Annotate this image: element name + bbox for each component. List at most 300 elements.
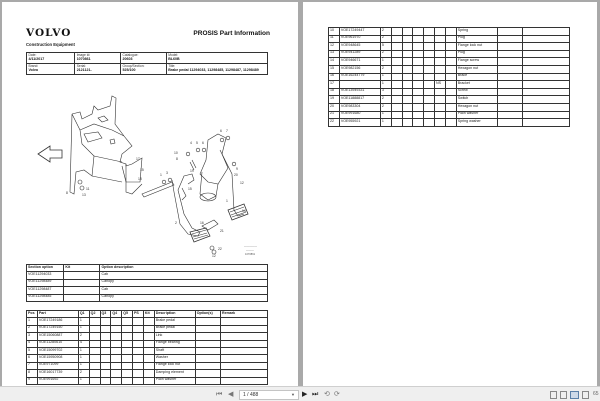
table-cell: Brace [456, 73, 497, 81]
table-cell: 1 [78, 325, 89, 332]
meta-model: Model: BL60B [166, 53, 267, 64]
table-cell [89, 370, 100, 377]
table-cell: 2 [380, 35, 391, 43]
table-cell [497, 50, 522, 58]
table-cell: 2 [380, 103, 391, 111]
table-header-cell: Pos [27, 311, 38, 318]
table-cell [435, 65, 446, 73]
two-page-view-icon[interactable] [570, 391, 579, 399]
table-cell: Flange screw [456, 58, 497, 66]
chevron-down-icon[interactable]: ▼ [291, 392, 295, 397]
table-cell [424, 58, 435, 66]
table-cell: 1 [78, 347, 89, 354]
table-cell: 6 [27, 355, 38, 362]
svg-text:6: 6 [202, 141, 204, 145]
table-row [329, 111, 570, 119]
table-cell [391, 119, 402, 127]
table-cell [497, 88, 522, 96]
table-cell: VOE16017739 [37, 370, 78, 377]
next-page-button[interactable]: ▶ [302, 391, 308, 398]
table-cell [522, 103, 569, 111]
table-cell [111, 340, 122, 347]
table-cell: 1 [78, 377, 89, 384]
svg-text:8: 8 [176, 157, 178, 161]
table-cell: Spring washer [456, 119, 497, 127]
table-cell [122, 325, 133, 332]
svg-text:8: 8 [66, 191, 68, 195]
table-cell: 1 [380, 111, 391, 119]
table-cell [111, 333, 122, 340]
table-cell [122, 333, 133, 340]
table-cell: Shaft [154, 347, 195, 354]
table-cell: 1 [380, 73, 391, 81]
table-cell [497, 43, 522, 51]
svg-text:19: 19 [190, 169, 194, 173]
table-cell [111, 318, 122, 325]
table-cell [445, 73, 456, 81]
document-title: PROSIS Part Information [193, 30, 270, 37]
table-cell [100, 347, 111, 354]
table-row [27, 362, 268, 369]
table-cell [220, 318, 267, 325]
meta-date: Date: 4/11/2017 [27, 53, 75, 64]
table-cell: VOE15099702 [37, 347, 78, 354]
table-cell: 22 [329, 119, 340, 127]
table-cell [445, 58, 456, 66]
table-header-cell: Option description [100, 265, 268, 272]
table-row [27, 333, 268, 340]
table-cell [445, 35, 456, 43]
meta-group-section: Group/Section: 525/100 [120, 64, 166, 75]
table-cell [220, 355, 267, 362]
table-cell [522, 28, 569, 36]
svg-text:1: 1 [160, 173, 162, 177]
table-cell: VOE983304 [339, 103, 380, 111]
svg-text:—————: ————— [244, 245, 257, 248]
table-cell: 2 [380, 96, 391, 104]
parts-table-right [328, 27, 570, 127]
table-cell: NS [435, 81, 446, 89]
table-cell [497, 58, 522, 66]
svg-text:22: 22 [218, 247, 222, 251]
table-cell: VOE991680 [339, 111, 380, 119]
table-cell [133, 347, 144, 354]
table-row [329, 81, 570, 89]
table-cell [133, 355, 144, 362]
table-cell [497, 65, 522, 73]
table-cell [522, 96, 569, 104]
table-cell [391, 43, 402, 51]
page-number-input[interactable]: 1 / 488 ▼ [239, 390, 299, 400]
table-cell [100, 333, 111, 340]
table-cell [445, 103, 456, 111]
table-cell [100, 355, 111, 362]
table-row [27, 355, 268, 362]
svg-text:1070861: 1070861 [245, 253, 256, 256]
table-cell [402, 65, 413, 73]
table-cell: VOE16244779 [339, 73, 380, 81]
table-cell: VOE11888817 [339, 96, 380, 104]
svg-text:1: 1 [226, 199, 228, 203]
table-cell [445, 111, 456, 119]
table-cell: 14 [329, 58, 340, 66]
table-cell [522, 111, 569, 119]
table-cell [143, 355, 154, 362]
table-cell [497, 119, 522, 127]
continuous-view-icon[interactable] [560, 391, 567, 399]
table-cell: 4 [27, 340, 38, 347]
table-cell [89, 325, 100, 332]
svg-text:5: 5 [196, 141, 198, 145]
table-cell [424, 119, 435, 127]
table-cell: 20 [329, 103, 340, 111]
parts-header-row [27, 311, 268, 318]
table-cell: 21 [329, 111, 340, 119]
table-cell: VOE991692 [37, 377, 78, 384]
table-cell [497, 96, 522, 104]
table-cell [522, 88, 569, 96]
table-cell [122, 347, 133, 354]
svg-text:15: 15 [140, 168, 144, 172]
table-cell [64, 287, 100, 294]
table-cell: 5 [27, 347, 38, 354]
table-cell: Plain washer [154, 377, 195, 384]
table-cell: VOE971099 [37, 362, 78, 369]
table-cell [424, 103, 435, 111]
meta-image-id: Image id: 1070861 [75, 53, 121, 64]
svg-text:3: 3 [166, 171, 168, 175]
table-cell [133, 333, 144, 340]
previous-page-button[interactable]: ◀ [228, 391, 234, 398]
table-cell [435, 28, 446, 36]
table-cell [100, 318, 111, 325]
table-cell [413, 96, 424, 104]
table-cell: VOE11298489 [27, 279, 64, 286]
table-cell [122, 340, 133, 347]
table-cell [89, 362, 100, 369]
table-cell [220, 333, 267, 340]
single-page-view-icon[interactable] [550, 391, 557, 399]
table-row [329, 73, 570, 81]
zoom-level[interactable]: 65 [593, 391, 599, 397]
table-cell [195, 377, 220, 384]
svg-text:18: 18 [138, 177, 142, 181]
table-cell: 7 [27, 362, 38, 369]
viewer-toolbar [0, 386, 600, 401]
table-cell: 3 [27, 333, 38, 340]
table-row [27, 53, 268, 64]
table-cell [424, 81, 435, 89]
table-cell: 11 [329, 35, 340, 43]
table-cell [424, 43, 435, 51]
table-cell [133, 362, 144, 369]
table-cell [445, 28, 456, 36]
table-cell [195, 355, 220, 362]
svg-text:4: 4 [190, 141, 192, 145]
table-row [329, 103, 570, 111]
table-cell [89, 318, 100, 325]
svg-text:———: ——— [246, 249, 254, 252]
table-row [27, 318, 268, 325]
parts-table-left [26, 310, 268, 385]
table-cell [435, 58, 446, 66]
meta-serial: Serial: 2121121- [75, 64, 121, 75]
table-cell [220, 347, 267, 354]
table-cell: 1 [380, 119, 391, 127]
table-cell: 19 [329, 96, 340, 104]
table-cell [424, 88, 435, 96]
table-cell [195, 325, 220, 332]
table-cell [402, 96, 413, 104]
svg-text:2: 2 [175, 221, 177, 225]
table-cell: Damping element [154, 370, 195, 377]
table-cell: VOE11298487 [27, 287, 64, 294]
svg-text:9: 9 [236, 167, 238, 171]
table-cell: 2 [380, 65, 391, 73]
table-cell [424, 65, 435, 73]
table-cell [424, 96, 435, 104]
svg-text:10: 10 [174, 151, 178, 155]
table-cell: Flange lock nut [456, 43, 497, 51]
table-header-cell: Q5 [122, 311, 133, 318]
rotate-left-icon[interactable]: ⟲ [324, 391, 330, 398]
table-cell [445, 119, 456, 127]
table-cell: 16 [329, 73, 340, 81]
table-cell [402, 35, 413, 43]
table-cell: VOE11280610 [37, 340, 78, 347]
svg-text:21: 21 [220, 229, 224, 233]
section-option-table [26, 264, 268, 302]
table-cell [133, 340, 144, 347]
table-cell [220, 370, 267, 377]
table-header-cell: Remark [220, 311, 267, 318]
table-cell [424, 73, 435, 81]
table-cell [143, 318, 154, 325]
svg-text:16: 16 [200, 221, 204, 225]
table-cell [402, 119, 413, 127]
table-cell: Washer [154, 355, 195, 362]
table-cell [445, 50, 456, 58]
table-cell [424, 35, 435, 43]
table-cell [402, 103, 413, 111]
table-cell: Canopy [100, 294, 268, 301]
table-cell [391, 96, 402, 104]
table-cell [111, 355, 122, 362]
table-row [27, 325, 268, 332]
table-cell: Brake pedal [154, 325, 195, 332]
table-row [27, 64, 268, 75]
table-row [27, 265, 268, 272]
table-header-cell: Q3 [100, 311, 111, 318]
table-header-cell: PS [133, 311, 144, 318]
table-cell: 10 [329, 28, 340, 36]
table-cell: 2 [78, 333, 89, 340]
table-cell [445, 43, 456, 51]
last-page-button[interactable]: ⏭ [312, 391, 319, 398]
table-cell [522, 35, 569, 43]
table-cell: Plug [456, 50, 497, 58]
table-cell: VOE961970 [339, 35, 380, 43]
rotate-right-icon[interactable]: ⟳ [334, 391, 340, 398]
table-cell: VOE15060887 [37, 333, 78, 340]
svg-text:17: 17 [136, 157, 140, 161]
table-cell [89, 377, 100, 384]
table-row [329, 28, 570, 36]
svg-text:20: 20 [234, 173, 238, 177]
table-header-cell: Section option [27, 265, 64, 272]
table-cell [133, 377, 144, 384]
table-cell [522, 50, 569, 58]
table-cell [391, 81, 402, 89]
table-cell [122, 377, 133, 384]
table-cell: 8 [27, 370, 38, 377]
two-page-continuous-view-icon[interactable] [582, 391, 589, 399]
table-header-cell: Description [154, 311, 195, 318]
table-cell [391, 28, 402, 36]
table-cell [402, 88, 413, 96]
table-cell [143, 347, 154, 354]
table-cell [402, 73, 413, 81]
table-cell: 12 [329, 43, 340, 51]
table-cell: Plain washer [456, 111, 497, 119]
table-header-cell: Q1 [78, 311, 89, 318]
table-cell [402, 43, 413, 51]
table-cell: 13 [329, 50, 340, 58]
table-cell [143, 362, 154, 369]
table-cell [435, 43, 446, 51]
table-cell: Brake pedal [154, 318, 195, 325]
table-cell [402, 28, 413, 36]
table-cell: VOE946671 [339, 58, 380, 66]
table-cell: Plug [456, 35, 497, 43]
table-cell [339, 81, 380, 89]
table-cell [424, 50, 435, 58]
table-cell [89, 333, 100, 340]
table-cell [133, 325, 144, 332]
table-cell [111, 377, 122, 384]
table-cell [413, 111, 424, 119]
table-cell [497, 28, 522, 36]
table-cell [497, 111, 522, 119]
table-header-cell: Kit [64, 265, 100, 272]
table-cell: 2 [380, 28, 391, 36]
table-cell [445, 88, 456, 96]
table-cell [435, 50, 446, 58]
diagram-caption [244, 245, 257, 256]
table-cell [143, 333, 154, 340]
table-cell [89, 340, 100, 347]
table-cell [64, 272, 100, 279]
table-cell [111, 370, 122, 377]
table-cell [64, 279, 100, 286]
table-cell [133, 318, 144, 325]
table-cell: 1 [380, 81, 391, 89]
table-cell [391, 35, 402, 43]
table-row [27, 347, 268, 354]
table-cell: 18 [329, 88, 340, 96]
table-cell: VOE17249447 [339, 28, 380, 36]
table-cell [220, 362, 267, 369]
table-cell [497, 103, 522, 111]
section-row [27, 287, 268, 294]
table-cell [413, 119, 424, 127]
table-cell [195, 340, 220, 347]
table-cell [497, 35, 522, 43]
table-cell: 1 [78, 355, 89, 362]
page-right [303, 2, 597, 386]
table-cell: 3 [380, 88, 391, 96]
table-row [27, 340, 268, 347]
table-cell [100, 370, 111, 377]
subtitle: Construction Equipment [26, 42, 75, 47]
table-row [329, 96, 570, 104]
svg-text:12: 12 [212, 254, 216, 258]
table-cell [445, 65, 456, 73]
table-row [27, 370, 268, 377]
table-cell [435, 73, 446, 81]
table-cell [100, 325, 111, 332]
section-row [27, 272, 268, 279]
table-cell: 2 [380, 50, 391, 58]
table-cell: 9 [27, 377, 38, 384]
table-cell: VOE11294033 [27, 272, 64, 279]
table-cell [413, 81, 424, 89]
table-header-cell: Part [37, 311, 78, 318]
direction-arrow-icon [38, 146, 62, 162]
table-cell: 1 [380, 58, 391, 66]
table-cell [497, 81, 522, 89]
table-cell [89, 355, 100, 362]
table-header-cell: Q4 [111, 311, 122, 318]
table-cell: VOE941289 [339, 50, 380, 58]
table-cell [64, 294, 100, 301]
table-cell: 4 [78, 340, 89, 347]
table-cell [143, 377, 154, 384]
table-cell [522, 73, 569, 81]
table-cell [435, 111, 446, 119]
table-cell: 1 [27, 318, 38, 325]
table-cell: 17 [329, 81, 340, 89]
table-cell [100, 362, 111, 369]
table-cell [435, 35, 446, 43]
table-header-cell: Q2 [89, 311, 100, 318]
table-row [27, 377, 268, 384]
table-cell [402, 50, 413, 58]
table-cell: 5 [380, 43, 391, 51]
section-row [27, 279, 268, 286]
table-cell [391, 88, 402, 96]
table-cell: 15 [329, 65, 340, 73]
table-cell: 2 [27, 325, 38, 332]
svg-text:15: 15 [188, 187, 192, 191]
table-cell: Canopy [100, 279, 268, 286]
table-cell [100, 340, 111, 347]
table-header-cell: Option(s) [195, 311, 220, 318]
table-cell: Link [154, 333, 195, 340]
table-cell [143, 325, 154, 332]
table-cell [220, 325, 267, 332]
table-row [329, 65, 570, 73]
table-cell [413, 50, 424, 58]
table-cell [413, 65, 424, 73]
table-cell [111, 325, 122, 332]
first-page-button[interactable]: ⏮ [216, 391, 223, 398]
table-cell [413, 28, 424, 36]
table-cell [122, 318, 133, 325]
table-cell [413, 58, 424, 66]
table-cell [195, 347, 220, 354]
table-cell [497, 73, 522, 81]
